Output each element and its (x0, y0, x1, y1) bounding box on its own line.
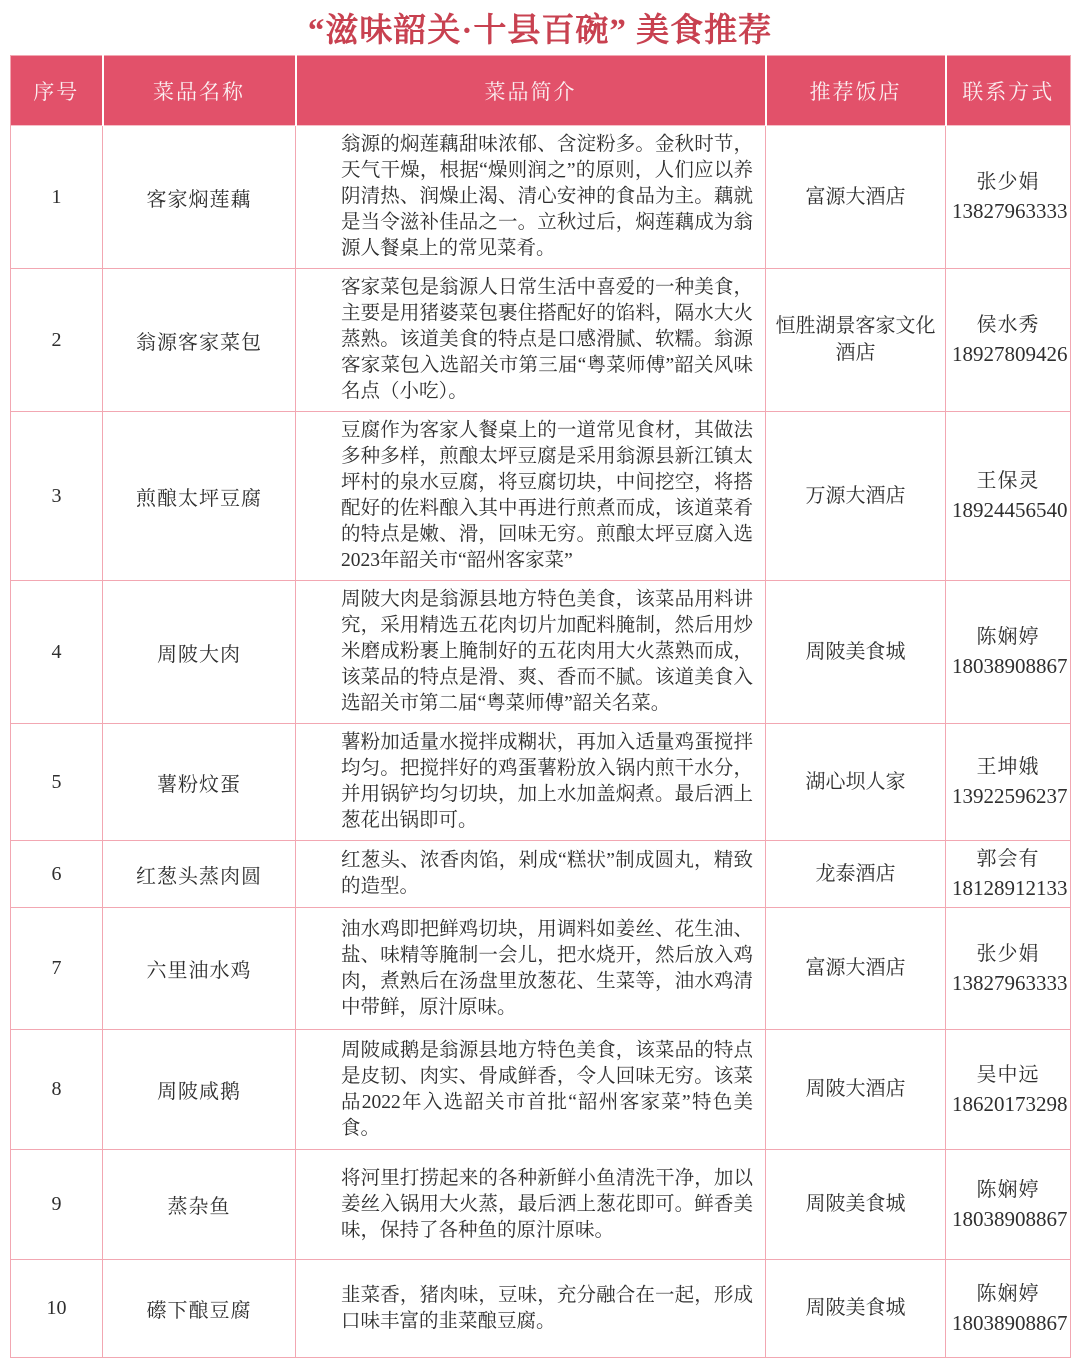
dish-name: 周陂咸鹅 (103, 1030, 296, 1150)
dish-name: 蒸杂鱼 (103, 1150, 296, 1260)
row-number: 8 (11, 1030, 103, 1150)
dish-name: 礤下酿豆腐 (103, 1260, 296, 1358)
table-row (11, 724, 1071, 841)
contact-phone: 18927809426 (952, 342, 1068, 366)
contact-phone: 18128912133 (952, 876, 1068, 900)
contact-phone: 13922596237 (952, 784, 1068, 808)
restaurant-name: 富源大酒店 (766, 126, 946, 269)
table-row (11, 126, 1071, 269)
contact-person: 郭会有 (976, 848, 1040, 870)
contact-phone: 18038908867 (952, 1310, 1068, 1335)
row-number: 5 (11, 724, 103, 841)
restaurant-name: 富源大酒店 (766, 908, 946, 1030)
food-recommendation-table (10, 55, 1071, 1358)
dish-intro: 周陂咸鹅是翁源县地方特色美食，该菜品的特点是皮韧、肉实、骨咸鲜香，令人回味无穷。该菜品2022年入选韶关市首批“韶州客家菜”特色美食。 (296, 1030, 766, 1150)
table-row (11, 1260, 1071, 1358)
restaurant-name: 湖心坝人家 (766, 724, 946, 841)
table-row (11, 269, 1071, 412)
contact-person: 张少娟 (976, 942, 1040, 965)
contact-phone: 13827963333 (952, 199, 1068, 223)
dish-name: 周陂大肉 (103, 581, 296, 724)
row-number: 4 (11, 581, 103, 724)
contact-info (946, 581, 1071, 724)
row-number: 9 (11, 1150, 103, 1260)
contact-person: 王坤娥 (976, 756, 1040, 778)
contact-phone: 18038908867 (952, 1206, 1068, 1231)
column-header-dish-intro: 菜品简介 (296, 56, 766, 126)
page-title: “滋味韶关·十县百碗” 美食推荐 (307, 13, 773, 49)
dish-intro: 油水鸡即把鲜鸡切块，用调料如姜丝、花生油、盐、味精等腌制一会儿，把水烧开，然后放入鸡肉，煮熟后在汤盘里放葱花、生菜等，油水鸡清中带鲜，原汁原味。 (296, 908, 766, 1030)
contact-info (946, 1260, 1071, 1358)
dish-name: 翁源客家菜包 (103, 269, 296, 412)
dish-intro: 将河里打捞起来的各种新鲜小鱼清洗干净，加以姜丝入锅用大火蒸，最后洒上葱花即可。鲜香美味，保持了各种鱼的原汁原味。 (296, 1150, 766, 1260)
contact-info (946, 126, 1071, 269)
table-header-row (11, 56, 1071, 126)
contact-phone: 18924456540 (952, 498, 1068, 522)
table-body (11, 126, 1071, 1358)
contact-info (946, 908, 1071, 1030)
dish-name: 六里油水鸡 (103, 908, 296, 1030)
row-number: 6 (11, 841, 103, 908)
table-row (11, 1150, 1071, 1260)
dish-name: 客家焖莲藕 (103, 126, 296, 269)
column-header-index: 序号 (11, 56, 103, 126)
contact-person: 吴中远 (976, 1063, 1040, 1086)
dish-intro: 韭菜香，猪肉味，豆味，充分融合在一起，形成口味丰富的韭菜酿豆腐。 (296, 1260, 766, 1358)
table-row (11, 1030, 1071, 1150)
contact-person: 王保灵 (976, 470, 1040, 492)
table-row (11, 581, 1071, 724)
contact-person: 陈娴婷 (976, 1178, 1040, 1201)
restaurant-name: 周陂大酒店 (766, 1030, 946, 1150)
restaurant-name: 龙泰酒店 (766, 841, 946, 908)
contact-info (946, 412, 1071, 581)
contact-phone: 18620173298 (952, 1091, 1068, 1116)
row-number: 10 (11, 1260, 103, 1358)
row-number: 7 (11, 908, 103, 1030)
dish-intro: 豆腐作为客家人餐桌上的一道常见食材，其做法多种多样，煎酿太坪豆腐是采用翁源县新江镇太坪村的泉水豆腐，将豆腐切块，中间挖空，将搭配好的佐料酿入其中再进行煎煮而成，该道菜肴的特点是嫩、滑，回味无穷。煎酿太坪豆腐入选2023年韶关市“韶州客家菜” (296, 412, 766, 581)
row-number: 1 (11, 126, 103, 269)
dish-intro: 周陂大肉是翁源县地方特色美食，该菜品用料讲究，采用精选五花肉切片加配料腌制，然后用炒米磨成粉裹上腌制好的五花肉用大火蒸熟而成，该菜品的特点是滑、爽、香而不腻。该道美食入选韶关市第二届“粤菜师傅”韶关名菜。 (296, 581, 766, 724)
table-row (11, 841, 1071, 908)
contact-info (946, 724, 1071, 841)
restaurant-name: 周陂美食城 (766, 581, 946, 724)
dish-name: 红葱头蒸肉圆 (103, 841, 296, 908)
dish-intro: 薯粉加适量水搅拌成糊状，再加入适量鸡蛋搅拌均匀。把搅拌好的鸡蛋薯粉放入锅内煎干水分，并用锅铲均匀切块，加上水加盖焖煮。最后洒上葱花出锅即可。 (296, 724, 766, 841)
dish-intro: 翁源的焖莲藕甜味浓郁、含淀粉多。金秋时节，天气干燥，根据“燥则润之”的原则，人们应以养阴清热、润燥止渴、清心安神的食品为主。藕就是当令滋补佳品之一。立秋过后，焖莲藕成为翁源人餐桌上的常见菜肴。 (296, 126, 766, 269)
table-row (11, 412, 1071, 581)
table-row (11, 908, 1071, 1030)
dish-name: 薯粉炆蛋 (103, 724, 296, 841)
contact-info (946, 1030, 1071, 1150)
restaurant-name: 万源大酒店 (766, 412, 946, 581)
restaurant-name: 恒胜湖景客家文化酒店 (766, 269, 946, 412)
restaurant-name: 周陂美食城 (766, 1260, 946, 1358)
contact-person: 陈娴婷 (976, 1282, 1040, 1305)
contact-info (946, 1150, 1071, 1260)
contact-phone: 13827963333 (952, 970, 1068, 995)
contact-info (946, 841, 1071, 908)
restaurant-name: 周陂美食城 (766, 1150, 946, 1260)
contact-phone: 18038908867 (952, 654, 1068, 678)
column-header-contact: 联系方式 (946, 56, 1071, 126)
contact-info (946, 269, 1071, 412)
row-number: 3 (11, 412, 103, 581)
column-header-restaurant: 推荐饭店 (766, 56, 946, 126)
contact-person: 侯水秀 (976, 314, 1040, 336)
row-number: 2 (11, 269, 103, 412)
column-header-dish-name: 菜品名称 (103, 56, 296, 126)
dish-intro: 红葱头、浓香肉馅，剁成“糕状”制成圆丸，精致的造型。 (296, 841, 766, 908)
dish-name: 煎酿太坪豆腐 (103, 412, 296, 581)
dish-intro: 客家菜包是翁源人日常生活中喜爱的一种美食，主要是用猪婆菜包裹住搭配好的馅料，隔水大火蒸熟。该道美食的特点是口感滑腻、软糯。翁源客家菜包入选韶关市第三届“粤菜师傅”韶关风味名点（小吃）。 (296, 269, 766, 412)
contact-person: 张少娟 (976, 171, 1040, 193)
contact-person: 陈娴婷 (976, 626, 1040, 648)
